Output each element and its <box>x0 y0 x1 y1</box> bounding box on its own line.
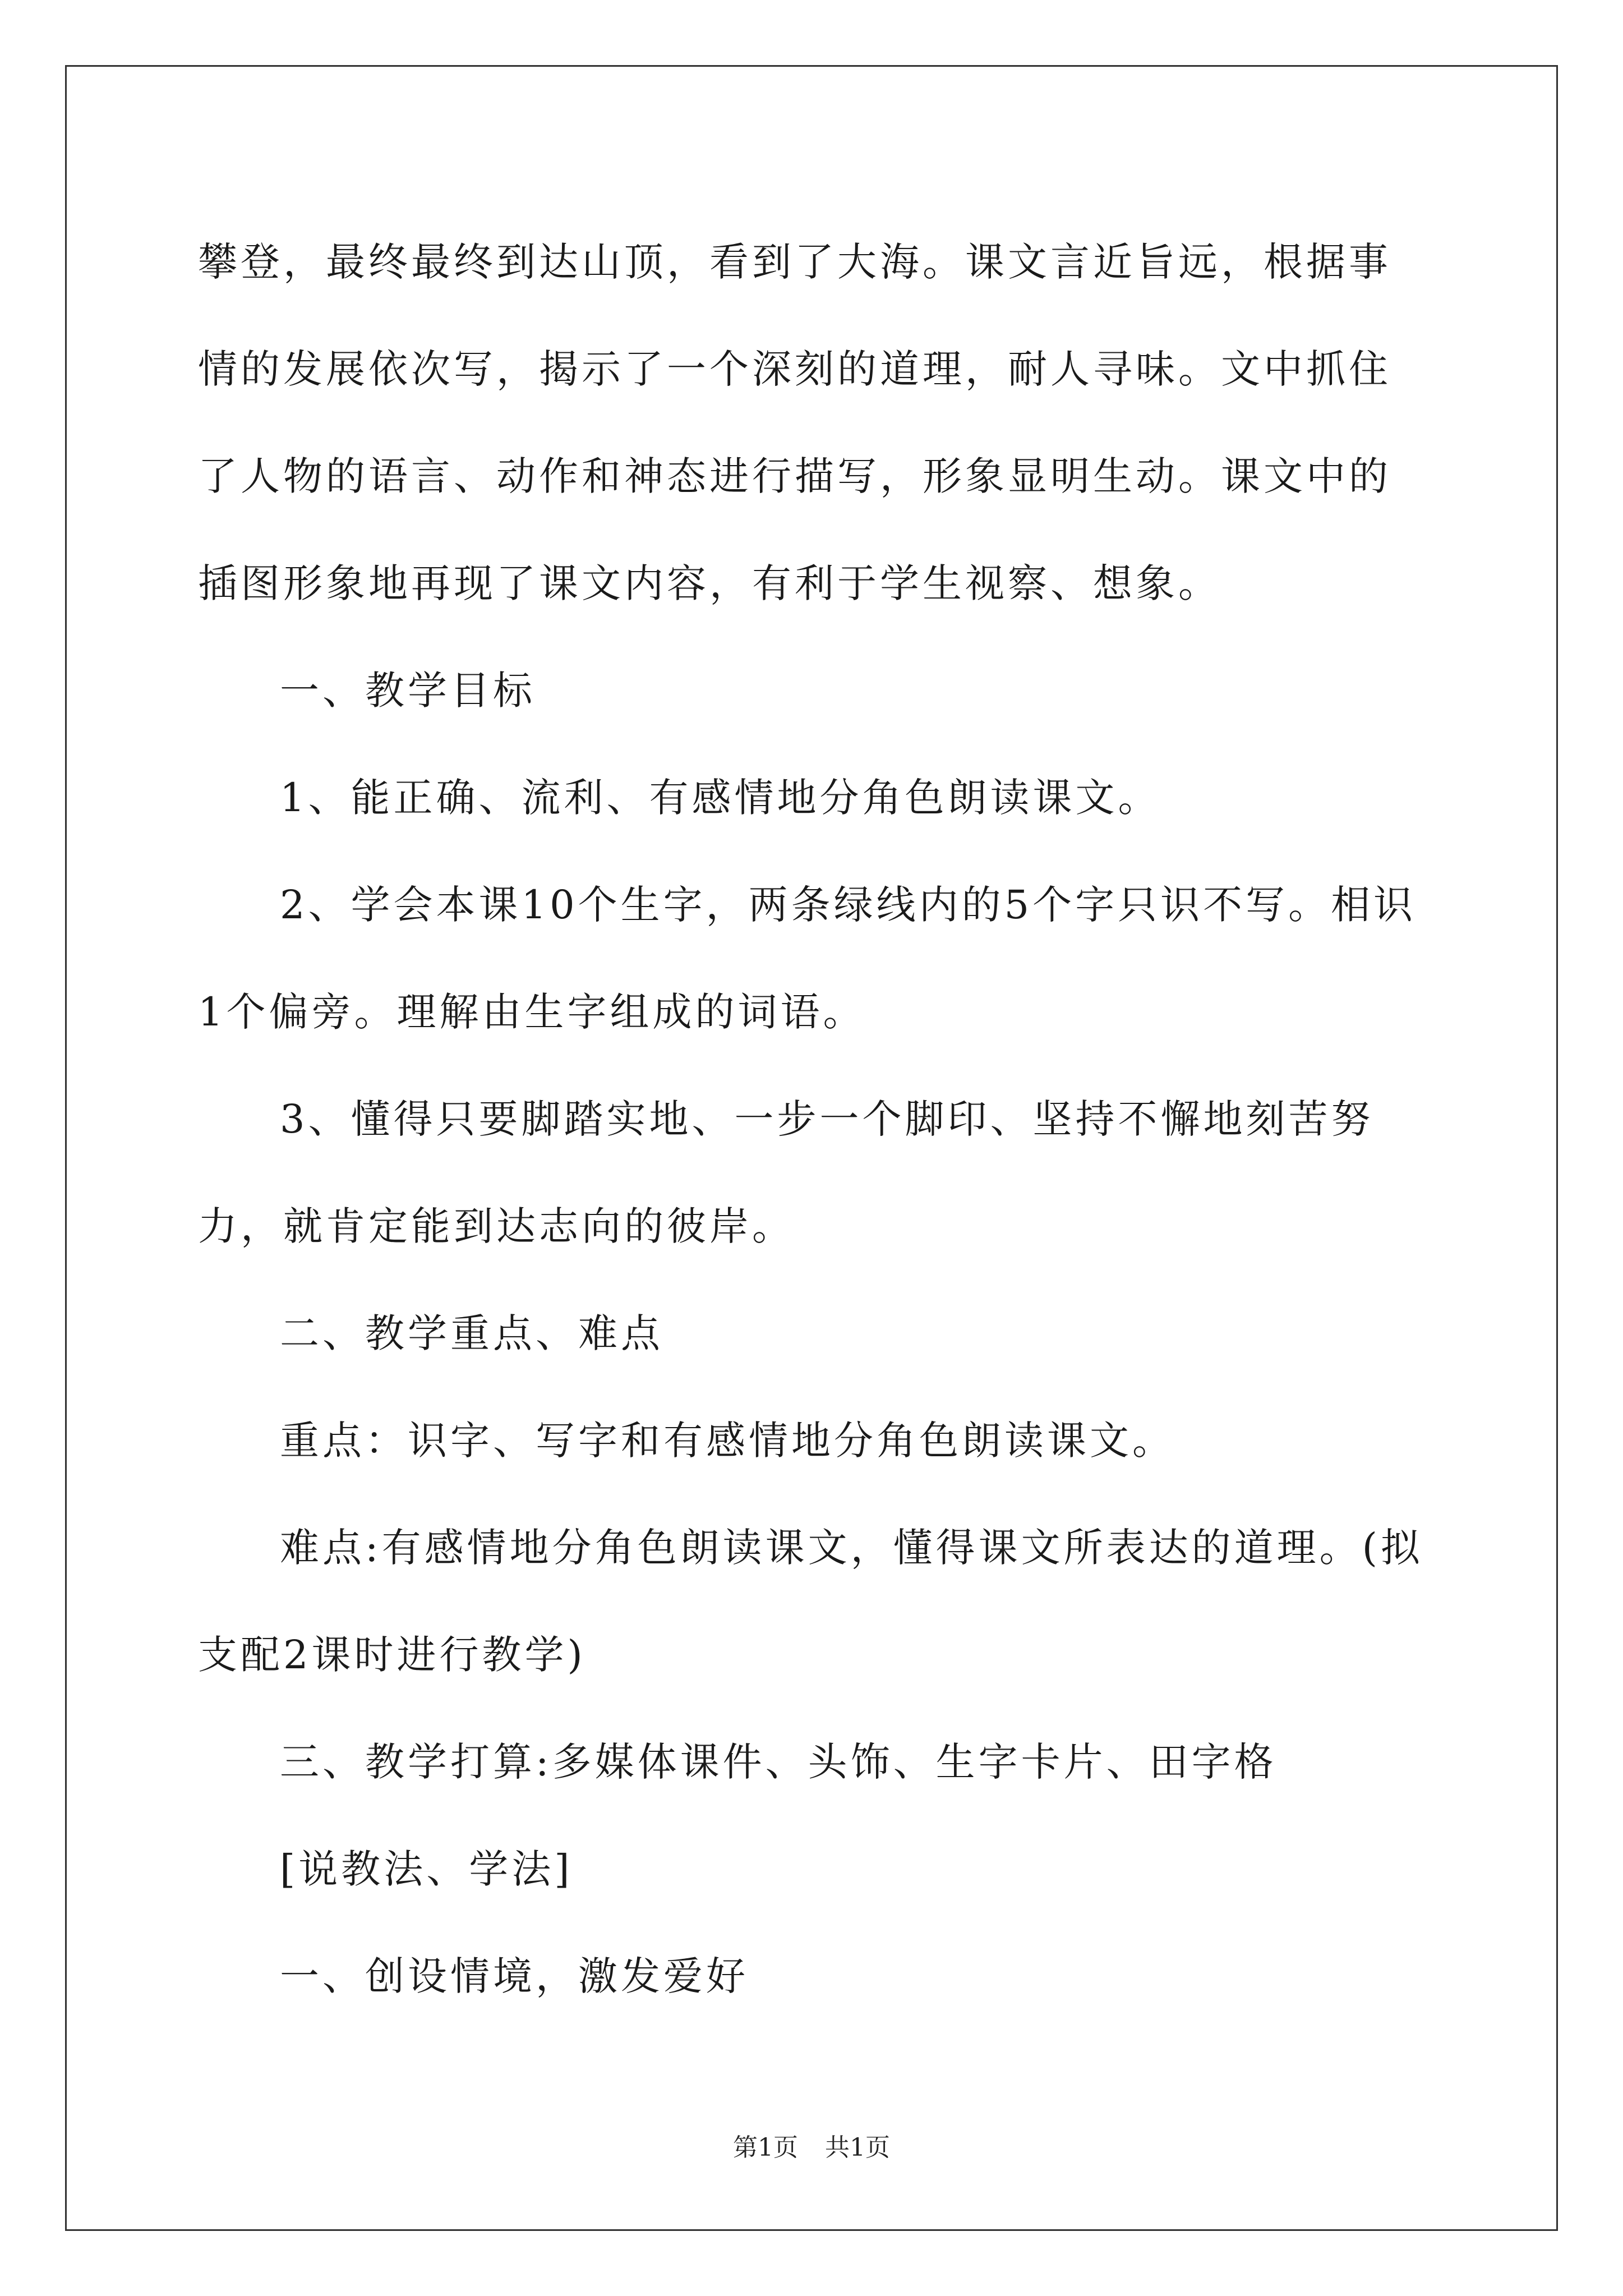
page-footer <box>0 2127 1623 2163</box>
document-body <box>198 209 1426 2030</box>
paragraph: 攀登，最终最终到达山顶，看到了大海。课文言近旨远，根据事情的发展依次写，揭示了一个深刻的道理，耐人寻味。文中抓住了人物的语言、动作和神态进行描写，形象显明生动。课文中的插图形象地再现了课文内容，有利于学生视察、想象。 <box>198 239 1391 606</box>
paragraph: 3、懂得只要脚踏实地、一步一个脚印、坚持不懈地刻苦努力，就肯定能到达志向的彼岸。 <box>198 1096 1374 1249</box>
paragraph: [说教法、学法] <box>280 1846 573 1892</box>
paragraph: 重点：识字、写字和有感情地分角色朗读课文。 <box>280 1418 1175 1464</box>
section-heading: 三、教学打算:多媒体课件、头饰、生字卡片、田字格 <box>280 1739 1277 1785</box>
section-heading: 二、教学重点、难点 <box>280 1310 663 1356</box>
paragraph: 难点:有感情地分角色朗读课文，懂得课文所表达的道理。(拟支配2课时进行教学) <box>198 1525 1423 1678</box>
page-total: 共1页 <box>825 2133 890 2162</box>
page-number: 第1页 <box>733 2133 798 2162</box>
paragraph: 1、能正确、流利、有感情地分角色朗读课文。 <box>280 775 1161 821</box>
paragraph: 2、学会本课10个生字，两条绿线内的5个字只识不写。相识1个偏旁。理解由生字组成的词语。 <box>198 882 1417 1035</box>
section-heading: 一、创设情境，激发爱好 <box>280 1953 749 1999</box>
section-heading: 一、教学目标 <box>280 668 536 714</box>
